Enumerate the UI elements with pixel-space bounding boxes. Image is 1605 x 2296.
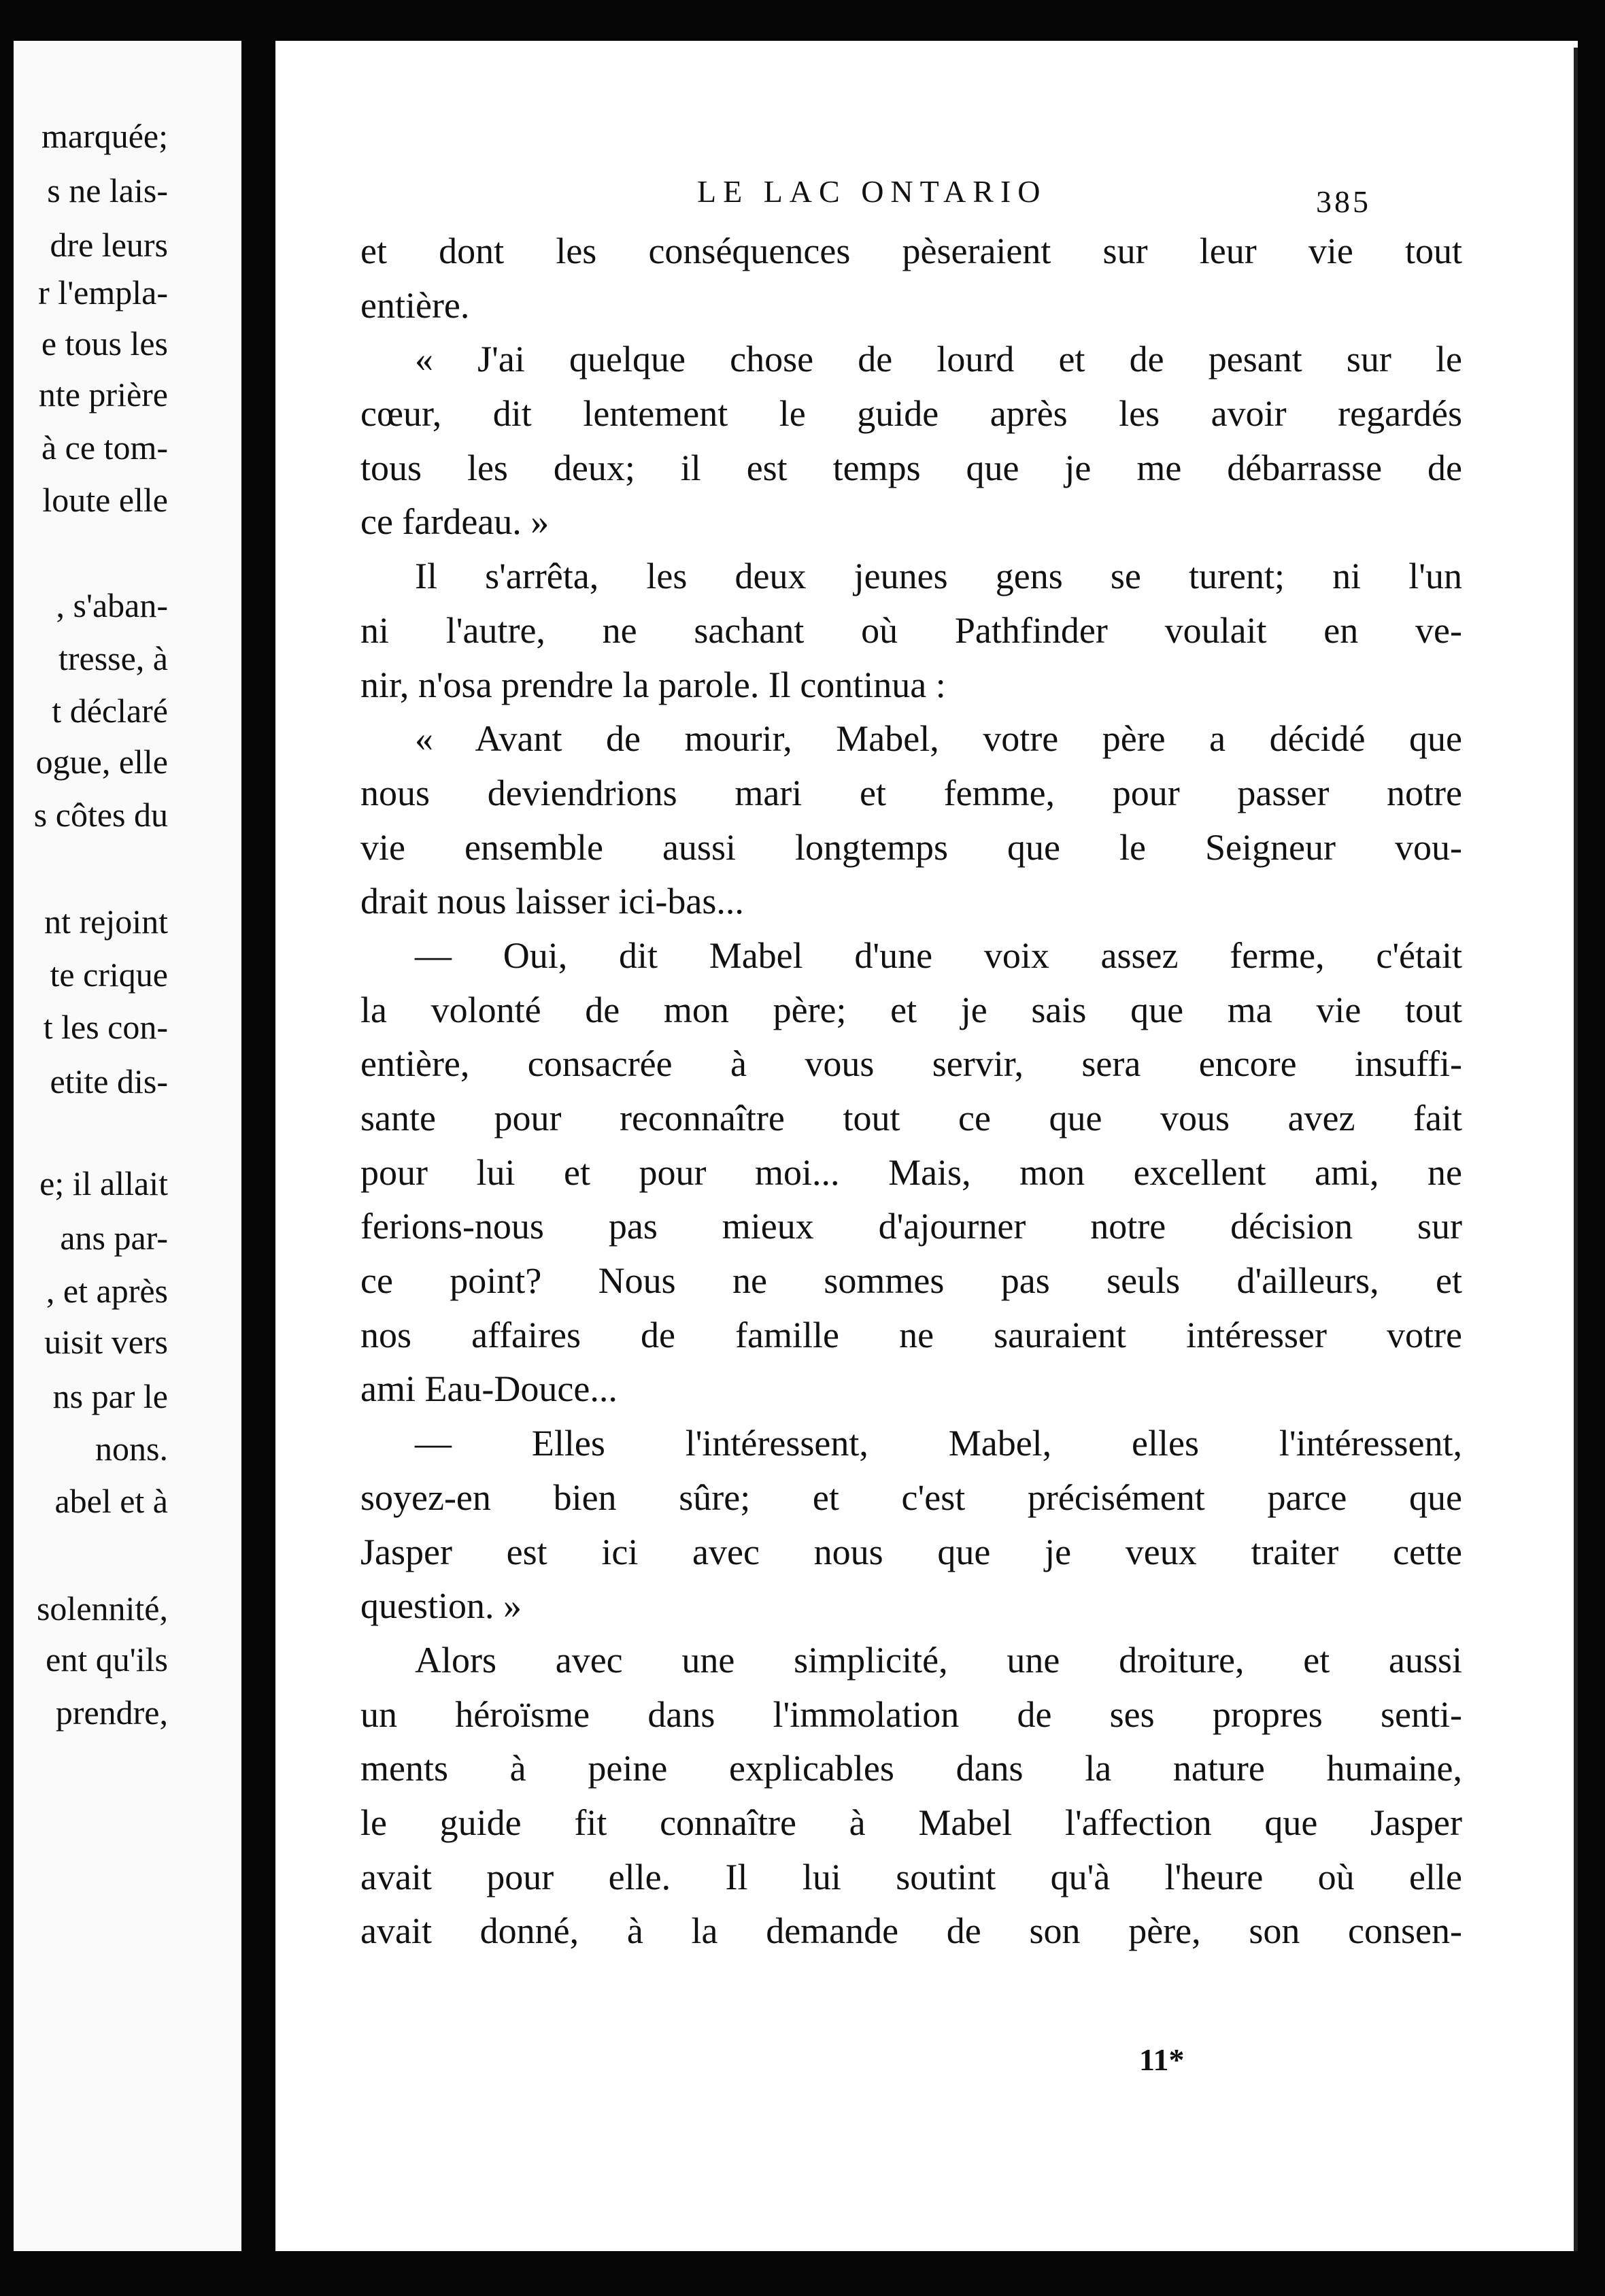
text-line: et dont les conséquences pèseraient sur leur vie tout: [360, 231, 1462, 271]
text-line: Il s'arrêta, les deux jeunes gens se turent; ni l'un: [415, 556, 1462, 597]
left-page-line: marquée;: [41, 117, 168, 155]
text-line: nos affaires de famille ne sauraient intéresser votre: [360, 1314, 1462, 1355]
left-page-line: e; il allait: [39, 1164, 168, 1202]
text-line: ami Eau-Douce...: [360, 1368, 618, 1410]
scan-border-bottom: [0, 2251, 1605, 2296]
left-page-line: à ce tom-: [41, 428, 168, 467]
text-line: la volonté de mon père; et je sais que ma vie tout: [360, 989, 1462, 1030]
scan-border-right: [1578, 0, 1605, 2296]
left-page-line: s côtes du: [33, 796, 168, 834]
left-page-line: prendre,: [55, 1693, 168, 1732]
text-line: ferions-nous pas mieux d'ajourner notre décision sur: [360, 1206, 1462, 1247]
left-page-line: ent qu'ils: [46, 1640, 168, 1678]
text-line: question. »: [360, 1585, 522, 1627]
left-page-line: s ne lais-: [47, 171, 168, 209]
text-line: — Elles l'intéressent, Mabel, elles l'intéressent,: [415, 1423, 1462, 1464]
text-line: sante pour reconnaître tout ce que vous avez fait: [360, 1098, 1462, 1138]
signature-mark: 11*: [1139, 2042, 1185, 2077]
left-page-line: loute elle: [42, 481, 168, 519]
text-line: ce point? Nous ne sommes pas seuls d'ailleurs, et: [360, 1260, 1462, 1302]
text-line: « J'ai quelque chose de lourd et de pesant sur le: [415, 339, 1462, 380]
left-page-line: dre leurs: [50, 226, 168, 264]
left-page-line: uisit vers: [44, 1323, 168, 1361]
text-line: Alors avec une simplicité, une droiture, et aussi: [415, 1639, 1462, 1681]
left-page-line: t les con-: [43, 1008, 168, 1046]
left-page-line: etite dis-: [50, 1062, 168, 1100]
left-page-line: t déclaré: [52, 692, 168, 730]
left-page-line: , s'aban-: [56, 586, 168, 624]
text-line: avait donné, à la demande de son père, son consen-: [360, 1910, 1462, 1952]
text-line: « Avant de mourir, Mabel, votre père a décidé que: [415, 718, 1462, 760]
text-line: Jasper est ici avec nous que je veux traiter cette: [360, 1531, 1462, 1572]
page-number: 385: [1316, 184, 1371, 219]
left-page-line: solennité,: [36, 1589, 168, 1627]
text-line: tous les deux; il est temps que je me débarrasse de: [360, 447, 1462, 488]
text-line: cœur, dit lentement le guide après les avoir regardés: [360, 393, 1462, 435]
left-page-line: ns par le: [52, 1377, 168, 1415]
text-line: entière, consacrée à vous servir, sera encore insuffi-: [360, 1043, 1462, 1085]
text-line: nous deviendrions mari et femme, pour passer notre: [360, 772, 1462, 813]
book-gutter: [241, 41, 275, 2251]
left-page-line: ogue, elle: [35, 743, 168, 781]
left-page: [14, 41, 241, 2251]
text-line: pour lui et pour moi... Mais, mon excellent ami, ne: [360, 1151, 1462, 1193]
left-page-line: tresse, à: [58, 639, 168, 677]
left-page-line: nons.: [95, 1430, 168, 1468]
left-page-line: r l'empla-: [38, 273, 168, 311]
scan-border-top: [0, 0, 1605, 41]
scan-border-left: [0, 0, 14, 2296]
left-page-line: e tous les: [41, 324, 168, 362]
running-head: LE LAC ONTARIO: [697, 174, 1047, 209]
text-line: vie ensemble aussi longtemps que le Seigneur vou-: [360, 826, 1462, 868]
left-page-line: , et après: [46, 1272, 168, 1310]
text-line: ments à peine explicables dans la nature humaine,: [360, 1748, 1462, 1789]
text-line: le guide fit connaître à Mabel l'affection que Jasper: [360, 1802, 1462, 1843]
left-page-line: abel et à: [54, 1482, 168, 1520]
left-page-line: nte prière: [38, 375, 168, 413]
text-line: nir, n'osa prendre la parole. Il continua :: [360, 664, 946, 705]
text-line: un héroïsme dans l'immolation de ses propres senti-: [360, 1693, 1462, 1735]
text-line: avait pour elle. Il lui soutint qu'à l'heure où elle: [360, 1856, 1462, 1897]
text-line: drait nous laisser ici-bas...: [360, 881, 744, 922]
right-page: [275, 48, 1578, 2251]
text-line: ni l'autre, ne sachant où Pathfinder voulait en ve-: [360, 609, 1462, 651]
left-page-line: ans par-: [60, 1219, 168, 1257]
text-line: ce fardeau. »: [360, 501, 550, 543]
body-text: [360, 224, 1462, 1959]
text-line: entière.: [360, 284, 470, 326]
text-line: soyez-en bien sûre; et c'est précisément parce que: [360, 1476, 1462, 1518]
left-page-line: nt rejoint: [44, 902, 168, 941]
text-line: — Oui, dit Mabel d'une voix assez ferme, c'était: [415, 934, 1462, 976]
left-page-line: te crique: [50, 956, 168, 994]
